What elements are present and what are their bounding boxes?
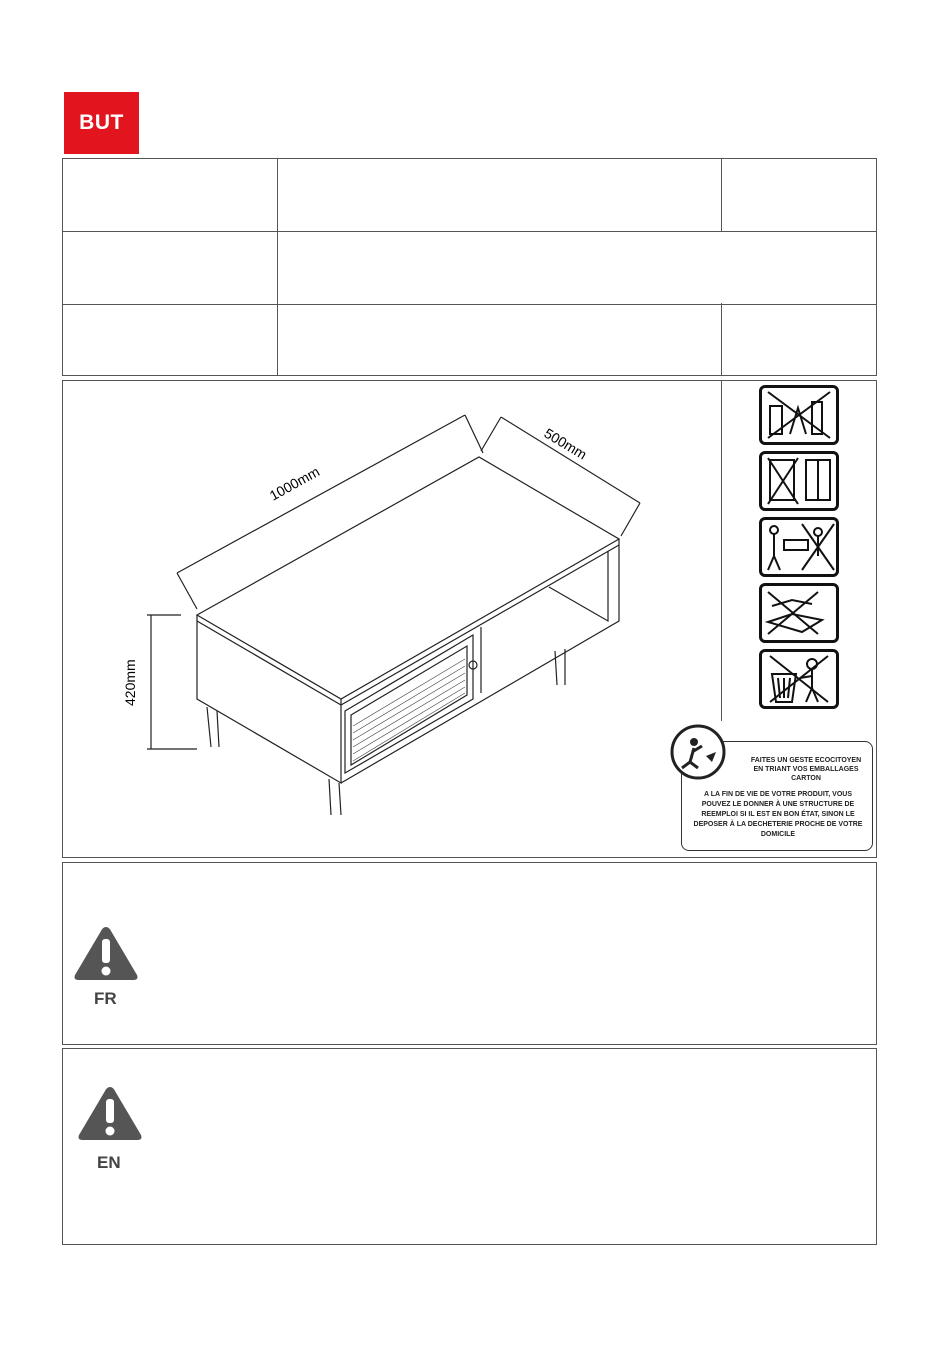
two-person-assembly-icon	[759, 517, 839, 577]
no-dragging-icon	[759, 583, 839, 643]
warning-icon	[71, 923, 141, 983]
brand-logo-text: BUT	[79, 111, 124, 134]
info-row-2	[63, 231, 876, 305]
coffee-table-drawing	[63, 381, 713, 857]
no-household-waste-icon	[759, 649, 839, 709]
warning-panel-en	[62, 1048, 877, 1245]
eco-recycling-notice	[681, 741, 873, 851]
dimension-depth-label: 500mm	[541, 424, 590, 463]
language-label-en: EN	[97, 1153, 121, 1172]
eco-line-2: EN TRIANT VOS EMBALLAGES CARTON	[753, 766, 859, 782]
info-row-3	[63, 303, 876, 375]
warning-icon	[75, 1083, 145, 1143]
eco-headline	[742, 756, 870, 783]
product-info-table	[62, 158, 877, 376]
triman-recycle-icon	[668, 722, 728, 782]
dimension-length-label: 1000mm	[266, 463, 323, 504]
eco-line-1: FAITES UN GESTE ECOCITOYEN	[750, 757, 862, 764]
eco-body: A LA FIN DE VIE DE VOTRE PRODUIT, VOUS POUVEZ LE DONNER À UNE STRUCTURE DE REEMPLOI SI IL EST EN BON ÉTAT, SINON LE DEPOSER À LA DECHETERIE PROCHE DE VOTRE DOMICILE	[693, 791, 863, 838]
no-moisture-icon	[759, 451, 839, 511]
dimension-height-label: 420mm	[122, 659, 138, 706]
care-pictograms	[753, 385, 845, 715]
warning-panel-fr	[62, 862, 877, 1045]
product-diagram-panel	[62, 380, 877, 858]
no-chemical-cleaners-icon	[759, 385, 839, 445]
language-label-fr: FR	[94, 989, 117, 1008]
info-row-1	[63, 159, 876, 231]
brand-logo	[64, 92, 139, 154]
